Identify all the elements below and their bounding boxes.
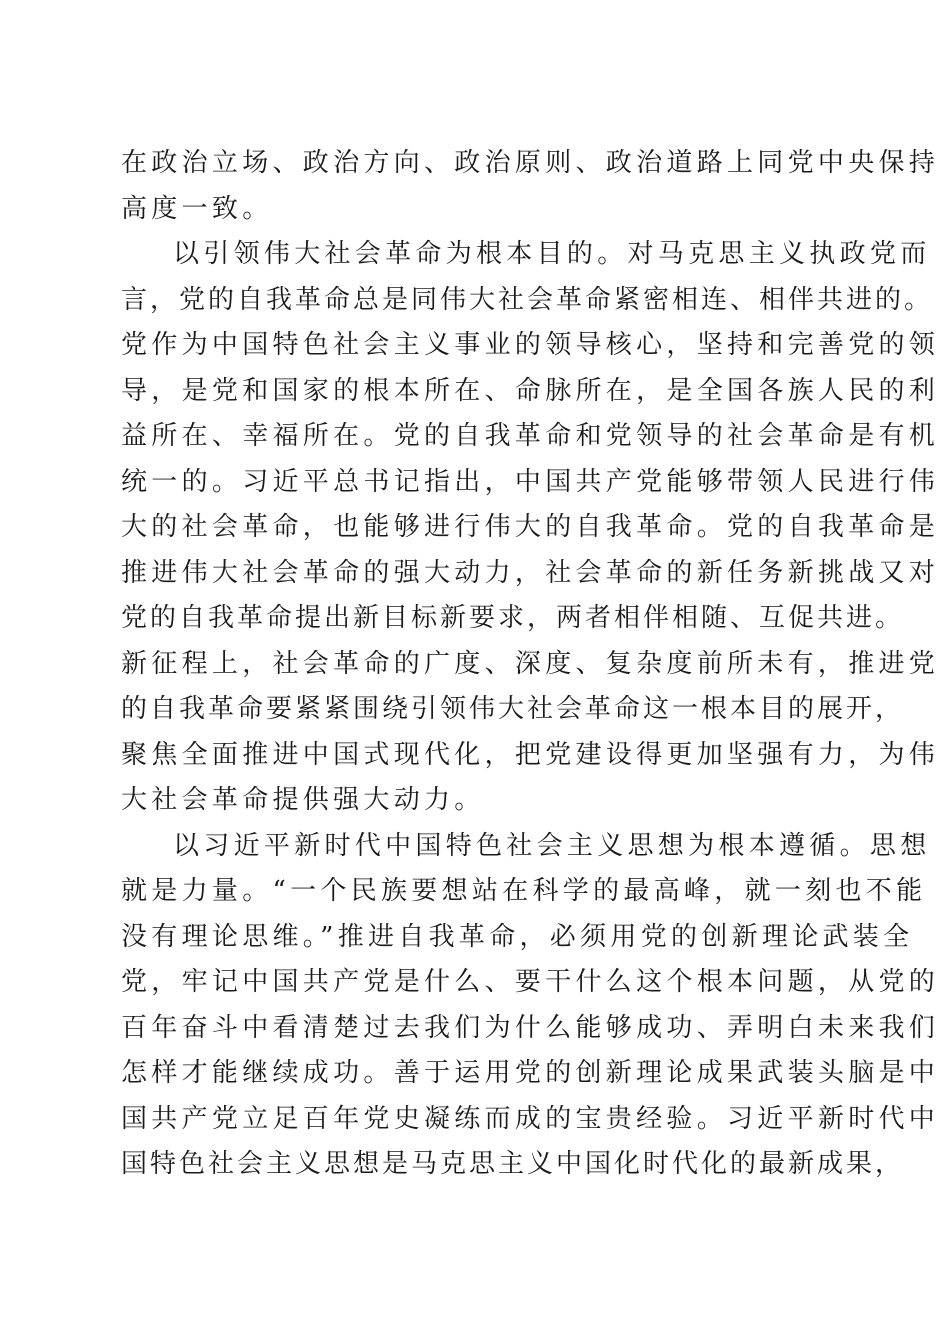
text-line: 推进伟大社会革命的强大动力，社会革命的新任务新挑战又对 [121, 557, 940, 588]
text-line: 新征程上，社会革命的广度、深度、复杂度前所未有，推进党 [121, 648, 940, 679]
text-line: 聚焦全面推进中国式现代化，把党建设得更加坚强有力，为伟 [121, 739, 940, 770]
text-line: 百年奋斗中看清楚过去我们为什么能够成功、弄明白未来我们 [121, 1012, 940, 1043]
text-line: 高度一致。 [121, 193, 273, 224]
text-line: 导，是党和国家的根本所在、命脉所在，是全国各族人民的利 [121, 375, 940, 406]
text-line: 就是力量。“一个民族要想站在科学的最高峰，就一刻也不能 [121, 876, 927, 906]
text-line: 没有理论思维。”推进自我革命，必须用党的创新理论武装全 [121, 921, 914, 952]
text-line: 党的自我革命提出新目标新要求，两者相伴相随、互促共进。 [121, 603, 905, 633]
text-line: 党作为中国特色社会主义事业的领导核心，坚持和完善党的领 [121, 330, 940, 360]
text-line: 益所在、幸福所在。党的自我革命和党领导的社会革命是有机 [121, 421, 940, 451]
text-line: 在政治立场、政治方向、政治原则、政治道路上同党中央保持 [121, 148, 940, 178]
paragraph-start-line: 以习近平新时代中国特色社会主义思想为根本遵循。思想 [173, 830, 931, 861]
paragraph-start-line: 以引领伟大社会革命为根本目的。对马克思主义执政党而 [173, 239, 931, 269]
document-body [121, 141, 940, 1188]
text-line: 大的社会革命，也能够进行伟大的自我革命。党的自我革命是 [121, 512, 940, 542]
text-line: 统一的。习近平总书记指出，中国共产党能够带领人民进行伟 [121, 466, 940, 497]
text-line: 言，党的自我革命总是同伟大社会革命紧密相连、相伴共进的。 [121, 284, 934, 315]
text-line: 怎样才能继续成功。善于运用党的创新理论成果武装头脑是中 [121, 1058, 940, 1088]
text-line: 国共产党立足百年党史凝练而成的宝贵经验。习近平新时代中 [121, 1103, 940, 1134]
text-line: 大社会革命提供强大动力。 [121, 785, 485, 815]
text-line: 的自我革命要紧紧围绕引领伟大社会革命这一根本目的展开， [121, 694, 905, 724]
text-line: 国特色社会主义思想是马克思主义中国化时代化的最新成果， [121, 1149, 905, 1179]
text-line: 党，牢记中国共产党是什么、要干什么这个根本问题，从党的 [121, 967, 940, 997]
